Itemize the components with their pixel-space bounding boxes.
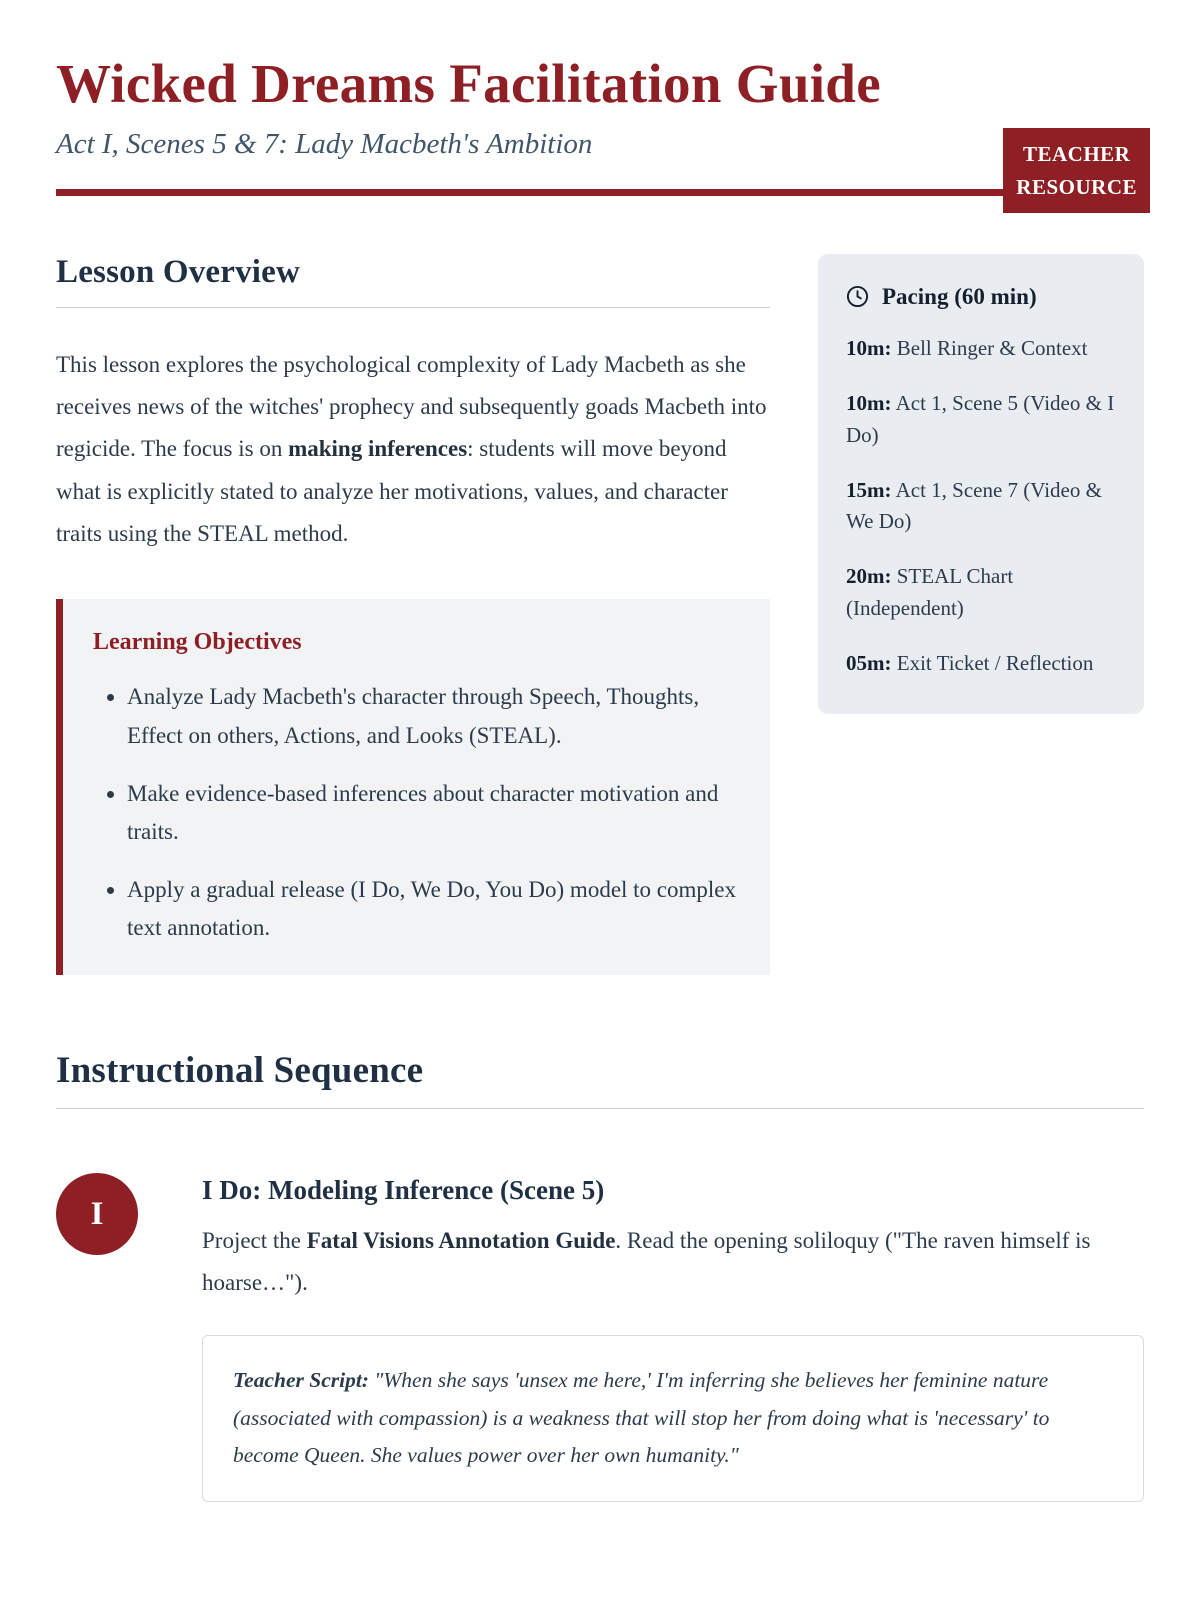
instructional-sequence-section [56, 1049, 1144, 1502]
objective-item: • Apply a gradual release (I Do, We Do, You Do) model to complex text annotation. [127, 871, 736, 947]
pacing-time: 10m: [846, 390, 892, 415]
teacher-script-text: "When she says 'unsex me here,' I'm inferring she believes her feminine nature (associated with compassion) is a weakness that will stop her from doing what is 'necessary' to become Queen. She values power over her own humanity." [233, 1368, 1050, 1468]
step-i-do [56, 1173, 1144, 1502]
pacing-time: 10m: [846, 335, 892, 360]
step-body [202, 1173, 1144, 1502]
overview-bold-text: making inferences [288, 436, 468, 462]
pacing-label: Act 1, Scene 7 (Video & We Do) [846, 477, 1102, 534]
overview-paragraph [56, 344, 770, 556]
teacher-script-label: Teacher Script: [233, 1368, 369, 1393]
objectives-list [93, 678, 736, 947]
overview-text-1: This lesson explores the psychological complexity of Lady Macbeth as she receives news of the witches' prophecy and subsequently goads Macbeth into regicide. The focus is on [56, 351, 767, 462]
main-content [56, 254, 1144, 976]
step-bold-text: Fatal Visions Annotation Guide [306, 1228, 616, 1254]
objective-item: • Make evidence-based inferences about character motivation and traits. [127, 775, 736, 851]
pacing-item [846, 333, 1116, 365]
overview-text-2: : students will move beyond what is explicitly stated to analyze her motivations, values, and character traits using the STEAL method. [56, 436, 728, 547]
step-title: I Do: Modeling Inference (Scene 5) [202, 1175, 605, 1206]
pacing-header [846, 284, 1116, 310]
pacing-title: Pacing (60 min) [882, 283, 1037, 309]
badge-line-1: TEACHER [1022, 142, 1131, 166]
section-title-lesson-overview: Lesson Overview [56, 254, 770, 308]
page-subtitle: Act I, Scenes 5 & 7: Lady Macbeth's Ambition [56, 127, 593, 160]
pacing-item [846, 561, 1116, 625]
pacing-item [846, 475, 1116, 539]
objective-item: • Analyze Lady Macbeth's character through Speech, Thoughts, Effect on others, Actions, and Looks (STEAL). [127, 678, 736, 754]
pacing-time: 20m: [846, 564, 892, 589]
clock-icon [846, 285, 869, 308]
lesson-overview-column [56, 254, 770, 976]
learning-objectives-callout [56, 599, 770, 975]
document-header [56, 52, 1144, 199]
step-marker: I [56, 1173, 138, 1255]
pacing-item [846, 648, 1116, 680]
teacher-resource-badge [1003, 128, 1150, 213]
learning-objectives-title: Learning Objectives [93, 629, 302, 656]
step-text-1: Project the [202, 1228, 307, 1254]
badge-line-2: RESOURCE [1016, 174, 1137, 199]
step-description [202, 1220, 1144, 1303]
pacing-time: 05m: [846, 651, 892, 676]
pacing-item [846, 388, 1116, 452]
teacher-script-callout [202, 1335, 1144, 1502]
pacing-time: 15m: [846, 477, 892, 502]
step-text-2: . Read the opening soliloquy ("The raven himself is hoarse…"). [202, 1228, 1091, 1295]
pacing-label: Bell Ringer & Context [891, 335, 1088, 360]
section-title-instructional-sequence: Instructional Sequence [56, 1049, 1144, 1109]
pacing-label: Act 1, Scene 5 (Video & I Do) [846, 390, 1115, 447]
page-title: Wicked Dreams Facilitation Guide [56, 53, 881, 114]
pacing-label: Exit Ticket / Reflection [891, 651, 1094, 676]
accent-divider [56, 189, 1144, 196]
pacing-card [818, 254, 1144, 714]
pacing-label: STEAL Chart (Independent) [846, 564, 1014, 621]
